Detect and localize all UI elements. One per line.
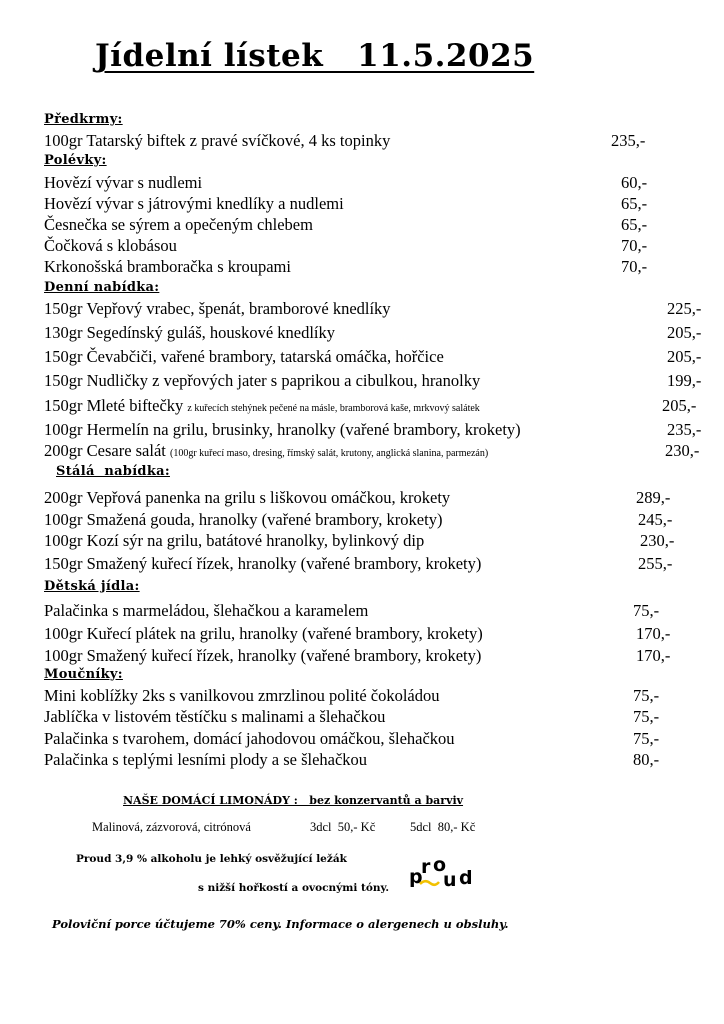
menu-item: 200gr Vepřová panenka na grilu s liškovou omáčkou, krokety xyxy=(44,488,451,507)
menu-item: Hovězí vývar s játrovými knedlíky a nudlemi xyxy=(44,194,344,213)
logo-r: r xyxy=(421,856,431,878)
menu-title: Jídelní lístek 11.5.2025 xyxy=(95,38,535,74)
menu-item: 100gr Smažená gouda, hranolky (vařené brambory, krokety) xyxy=(44,510,443,529)
menu-price: 255,- xyxy=(638,554,673,573)
menu-item xyxy=(44,441,488,461)
footer-note: Poloviční porce účtujeme 70% ceny. Informace o alergenech u obsluhy. xyxy=(52,917,509,931)
menu-item: 100gr Kuřecí plátek na grilu, hranolky (vařené brambory, krokety) xyxy=(44,624,483,643)
menu-price: 60,- xyxy=(621,173,648,192)
item-note: z kuřecích stehýnek pečené na másle, bramborová kaše, mrkvový salátek xyxy=(187,403,480,414)
logo-o: o xyxy=(433,854,447,876)
menu-price: 205,- xyxy=(667,347,702,366)
menu-price: 70,- xyxy=(621,236,648,255)
menu-price: 199,- xyxy=(667,371,702,390)
limonady-large-price: 5dcl 80,- Kč xyxy=(410,820,476,834)
menu-item: 150gr Vepřový vrabec, špenát, bramborové knedlíky xyxy=(44,299,391,318)
section-detska: Dětská jídla: xyxy=(44,579,140,594)
menu-item: 100gr Kozí sýr na grilu, batátové hranolky, bylinkový dip xyxy=(44,531,425,550)
menu-price: 75,- xyxy=(633,686,660,705)
proud-logo xyxy=(408,852,480,892)
menu-item: 100gr Hermelín na grilu, brusinky, hranolky (vařené brambory, krokety) xyxy=(44,420,521,439)
menu-price: 65,- xyxy=(621,215,648,234)
section-denni: Denní nabídka: xyxy=(44,280,160,295)
menu-price: 75,- xyxy=(633,729,660,748)
menu-price: 230,- xyxy=(665,441,700,460)
menu-price: 170,- xyxy=(636,646,671,665)
menu-price: 245,- xyxy=(638,510,673,529)
menu-price: 170,- xyxy=(636,624,671,643)
logo-u: u xyxy=(443,869,457,891)
menu-item: Krkonošská bramboračka s kroupami xyxy=(44,257,291,276)
limonady-small-price: 3dcl 50,- Kč xyxy=(310,820,376,834)
menu-item: 150gr Nudličky z vepřových jater s paprikou a cibulkou, hranolky xyxy=(44,371,481,390)
limonady-title: NAŠE DOMÁCÍ LIMONÁDY : bez konzervantů a barviv xyxy=(123,794,464,807)
menu-item: Palačinka s tvarohem, domácí jahodovou omáčkou, šlehačkou xyxy=(44,729,455,748)
menu-item: Palačinka s marmeládou, šlehačkou a karamelem xyxy=(44,601,369,620)
menu-item: 100gr Smažený kuřecí řízek, hranolky (vařené brambory, krokety) xyxy=(44,646,482,665)
menu-item: 150gr Čevabčiči, vařené brambory, tatarská omáčka, hořčice xyxy=(44,347,444,366)
item-name: 200gr Cesare salát xyxy=(44,441,170,460)
logo-d: d xyxy=(459,867,473,889)
item-note: (100gr kuřecí maso, dresing, římský salát, krutony, anglická slanina, parmezán) xyxy=(170,448,489,459)
menu-item: Česnečka se sýrem a opečeným chlebem xyxy=(44,215,313,234)
beer-description: Proud 3,9 % alkoholu je lehký osvěžující ležák xyxy=(76,853,347,865)
section-moucniky: Moučníky: xyxy=(44,667,123,682)
menu-price: 230,- xyxy=(640,531,675,550)
menu-price: 235,- xyxy=(667,420,702,439)
logo-accent-swoosh xyxy=(420,881,439,885)
menu-item: Mini koblížky 2ks s vanilkovou zmrzlinou polité čokoládou xyxy=(44,686,440,705)
limonady-flavors: Malinová, zázvorová, citrónová xyxy=(92,820,251,834)
menu-price: 289,- xyxy=(636,488,671,507)
menu-price: 75,- xyxy=(633,707,660,726)
menu-price: 205,- xyxy=(667,323,702,342)
menu-item xyxy=(44,396,480,416)
section-predkrmy: Předkrmy: xyxy=(44,112,123,127)
menu-price: 205,- xyxy=(662,396,697,415)
menu-price: 75,- xyxy=(633,601,660,620)
logo-p: p xyxy=(409,866,423,888)
menu-item: Hovězí vývar s nudlemi xyxy=(44,173,203,192)
section-stala: Stálá nabídka: xyxy=(56,464,170,479)
section-polevky: Polévky: xyxy=(44,153,107,168)
menu-price: 225,- xyxy=(667,299,702,318)
menu-item: 100gr Tatarský biftek z pravé svíčkové, 4 ks topinky xyxy=(44,131,391,150)
menu-price: 65,- xyxy=(621,194,648,213)
menu-price: 80,- xyxy=(633,750,660,769)
menu-item: Čočková s klobásou xyxy=(44,236,177,255)
menu-item: 130gr Segedínský guláš, houskové knedlíky xyxy=(44,323,336,342)
menu-price: 70,- xyxy=(621,257,648,276)
menu-price: 235,- xyxy=(611,131,646,150)
menu-item: 150gr Smažený kuřecí řízek, hranolky (vařené brambory, krokety) xyxy=(44,554,482,573)
menu-item: Jablíčka v listovém těstíčku s malinami a šlehačkou xyxy=(44,707,386,726)
beer-description-2: s nižší hořkostí a ovocnými tóny. xyxy=(198,882,390,894)
menu-item: Palačinka s teplými lesními plody a se šlehačkou xyxy=(44,750,368,769)
item-name: 150gr Mleté biftečky xyxy=(44,396,188,415)
